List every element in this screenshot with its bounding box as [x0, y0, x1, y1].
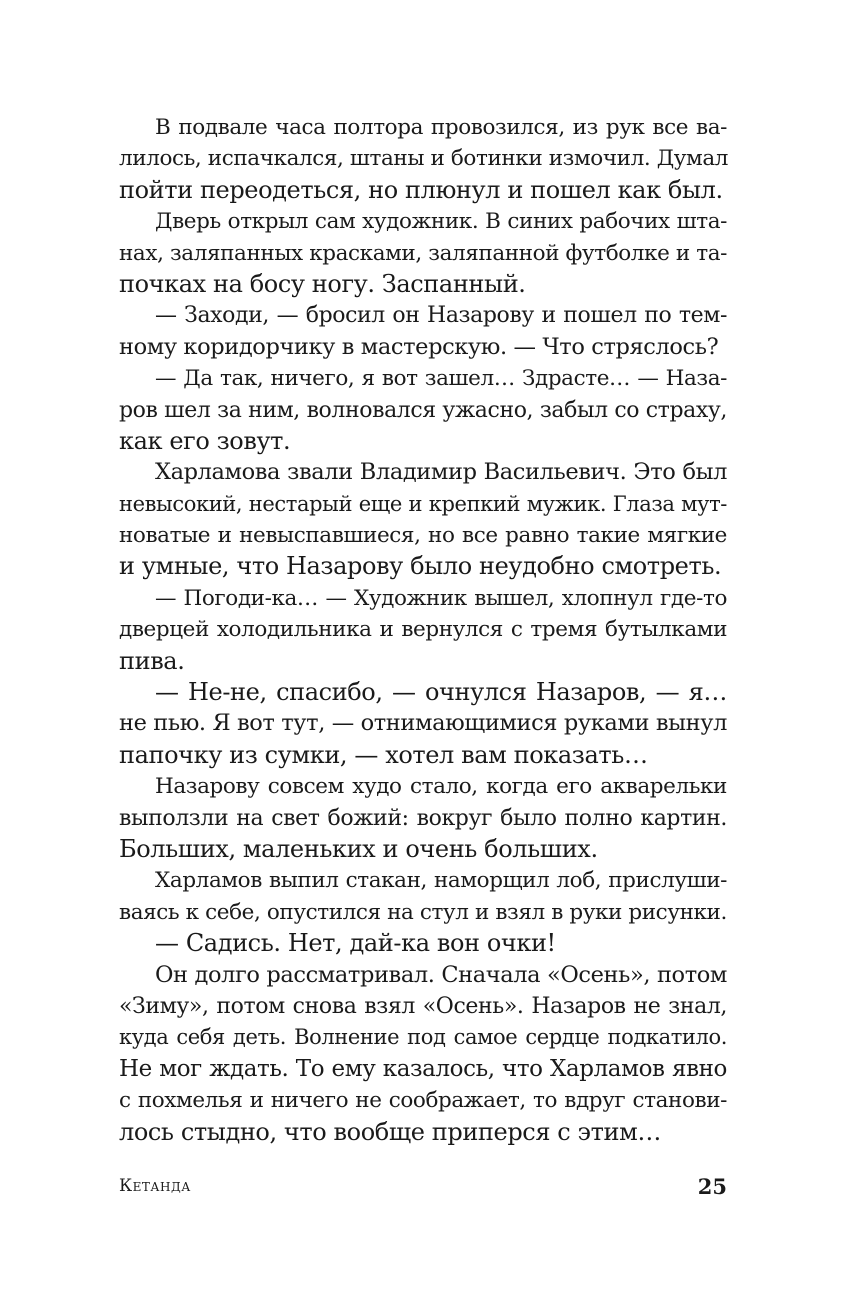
text-line: Он долго рассматривал. Сначала «Осень», потом — [155, 961, 727, 988]
text-line: новатые и невыспавшиеся, но все равно такие мягкие — [119, 523, 727, 549]
text-line: с похмелья и ничего не соображает, то вдруг станови- — [119, 1088, 727, 1114]
text-line: ваясь к себе, опустился на стул и взял в руки рисунки. — [119, 899, 727, 925]
text-line: лилось, испачкался, штаны и ботинки измочил. Думал — [119, 146, 729, 172]
text-line: выползли на свет божий: вокруг было полно картин. — [119, 805, 727, 831]
text-line: Не мог ждать. То ему казалось, что Харламов явно — [119, 1055, 727, 1082]
page-number: 25 — [697, 1174, 727, 1199]
text-line: папочку из сумки, — хотел вам показать… — [119, 740, 648, 769]
text-line: Назарову совсем худо стало, когда его акварельки — [155, 774, 727, 800]
text-line: ров шел за ним, волновался ужасно, забыл со страху, — [119, 397, 727, 423]
text-line: лось стыдно, что вообще приперся с этим… — [119, 1117, 661, 1146]
text-line: почках на босу ногу. Заспанный. — [119, 269, 526, 298]
text-line: — Садись. Нет, дай-ка вон очки! — [155, 929, 556, 958]
text-line: — Не-не, спасибо, — очнулся Назаров, — я… — [155, 678, 727, 707]
text-line: и умные, что Назарову было неудобно смотреть. — [119, 552, 722, 581]
text-line: — Заходи, — бросил он Назарову и пошел по тем- — [155, 303, 727, 329]
text-line: куда себя деть. Волнение под самое сердце подкатило. — [119, 1025, 727, 1050]
text-line: Дверь открыл сам художник. В синих рабочих шта- — [155, 209, 727, 235]
text-line: Больших, маленьких и очень больших. — [119, 834, 598, 863]
text-line: Харламов выпил стакан, наморщил лоб, прислуши- — [155, 868, 727, 894]
text-line: не пью. Я вот тут, — отнимающимися руками вынул — [119, 710, 727, 737]
running-title: Кетанда — [119, 1176, 191, 1196]
text-line: пойти переодеться, но плюнул и пошел как был. — [119, 175, 723, 204]
text-line: «Зиму», потом снова взял «Осень». Назаров не знал, — [119, 993, 727, 1019]
text-line: ному коридорчику в мастерскую. — Что стряслось? — [119, 333, 719, 360]
page-footer — [119, 1176, 727, 1206]
text-line: невысокий, нестарый еще и крепкий мужик. Глаза мут- — [119, 491, 727, 516]
text-line: — Погоди-ка… — Художник вышел, хлопнул где-то — [155, 585, 727, 611]
text-line: — Да так, ничего, я вот зашел… Здрасте… — Наза- — [155, 366, 727, 392]
text-line: нах, заляпанных красками, заляпанной футболке и та- — [119, 240, 727, 266]
text-line: как его зовут. — [119, 426, 291, 455]
text-line: Харламова звали Владимир Васильевич. Это был — [155, 459, 727, 486]
text-line: дверцей холодильника и вернулся с тремя бутылками — [119, 617, 727, 643]
text-line: пива. — [119, 646, 185, 675]
text-line: В подвале часа полтора провозился, из рук все ва- — [155, 115, 727, 140]
body-text — [119, 112, 727, 1148]
